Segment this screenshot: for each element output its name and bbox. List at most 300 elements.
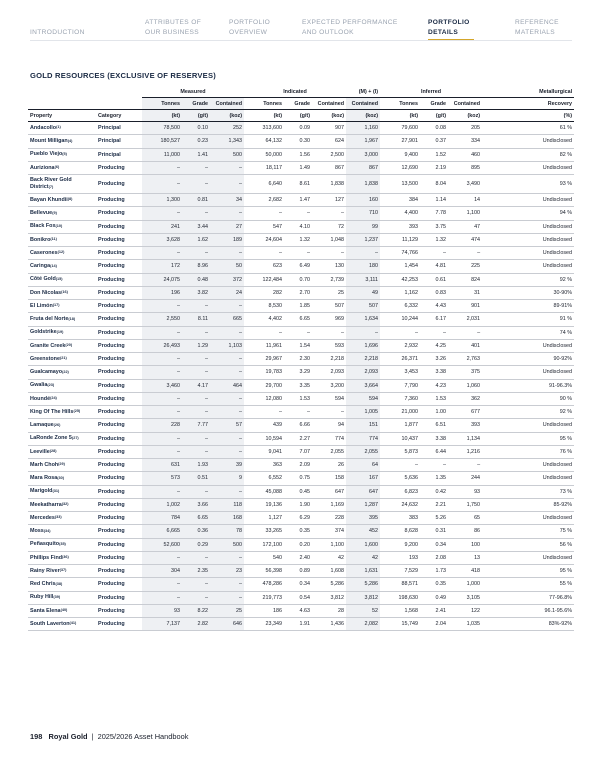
value-cell: 0.42 [420, 485, 448, 498]
value-cell: 1.91 [284, 618, 312, 631]
value-cell: 2,031 [448, 313, 482, 326]
value-cell: 710 [346, 207, 380, 220]
value-cell: 2.19 [420, 161, 448, 174]
value-cell: 95 % [482, 565, 574, 578]
value-cell: 86 [448, 525, 482, 538]
property-name [28, 286, 96, 299]
footnote-ref: (5) [62, 151, 67, 156]
value-cell: 6,332 [380, 300, 420, 313]
table-row [28, 339, 574, 352]
property-label: Pueblo Viejo [30, 151, 63, 158]
value-cell: – [142, 551, 182, 564]
nav-expected-performance[interactable] [302, 18, 398, 37]
value-cell: 12,690 [380, 161, 420, 174]
value-cell: 61 % [482, 122, 574, 135]
value-cell: – [142, 432, 182, 445]
value-cell: – [182, 485, 210, 498]
value-cell: 1,436 [312, 618, 346, 631]
value-cell: – [210, 392, 244, 405]
value-cell: – [182, 578, 210, 591]
property-name [28, 459, 96, 472]
value-cell: 3.82 [182, 286, 210, 299]
value-cell: 507 [346, 300, 380, 313]
value-cell: – [142, 247, 182, 260]
value-cell: – [210, 591, 244, 604]
category-cell: Producing [96, 366, 142, 379]
value-cell: 122 [448, 604, 482, 617]
value-cell: 1.73 [420, 565, 448, 578]
table-row [28, 472, 574, 485]
value-cell: – [210, 578, 244, 591]
column-header: (koz) [346, 110, 380, 122]
value-cell: 29,967 [244, 353, 284, 366]
footnote-ref: (9) [52, 210, 57, 215]
value-cell: – [182, 207, 210, 220]
footnote-ref: (23) [47, 382, 55, 387]
value-cell: 3,000 [346, 148, 380, 161]
value-cell: – [346, 326, 380, 339]
value-cell: 1,454 [380, 260, 420, 273]
footnote-ref: (29) [58, 462, 65, 467]
category-cell: Producing [96, 406, 142, 419]
nav-introduction[interactable] [30, 18, 85, 37]
value-cell: Undisclosed [482, 551, 574, 564]
value-cell: 374 [312, 525, 346, 538]
group-measured: Measured [142, 86, 244, 98]
category-cell: Producing [96, 273, 142, 286]
value-cell: 6.66 [284, 419, 312, 432]
value-cell: 452 [346, 525, 380, 538]
value-cell: – [312, 207, 346, 220]
property-name [28, 326, 96, 339]
value-cell: – [182, 300, 210, 313]
value-cell: – [448, 326, 482, 339]
footnote-ref: (25) [73, 409, 81, 414]
table-row [28, 220, 574, 233]
value-cell: – [312, 406, 346, 419]
sub-tonnes-inferred: Tonnes [399, 100, 419, 107]
category-cell: Producing [96, 339, 142, 352]
value-cell: – [210, 485, 244, 498]
value-cell: 0.09 [284, 122, 312, 135]
value-cell: 5.26 [420, 512, 448, 525]
value-cell: 1,103 [210, 339, 244, 352]
value-cell: 88,571 [380, 578, 420, 591]
value-cell: 8.61 [284, 175, 312, 194]
value-cell: 2,763 [448, 353, 482, 366]
value-cell: – [210, 366, 244, 379]
value-cell: 895 [448, 161, 482, 174]
property-label: Bellevue [30, 210, 53, 217]
group-indicated: Indicated [244, 86, 346, 98]
value-cell: 100 [448, 538, 482, 551]
value-cell: 180,527 [142, 135, 182, 148]
footer-document-title: 2025/2026 Asset Handbook [97, 732, 189, 741]
property-name [28, 148, 96, 161]
footnote-ref: (18) [68, 316, 76, 321]
value-cell: 1,696 [346, 339, 380, 352]
property-name [28, 220, 96, 233]
property-label: Black Fox [30, 223, 56, 230]
nav-attributes-of-our-business[interactable] [145, 18, 201, 37]
value-cell: 23,349 [244, 618, 284, 631]
value-cell: 4.81 [420, 260, 448, 273]
column-header: (%) [482, 110, 574, 122]
category-cell: Principal [96, 135, 142, 148]
value-cell: 189 [210, 233, 244, 246]
value-cell: 6.17 [420, 313, 448, 326]
value-cell: 7,529 [380, 565, 420, 578]
property-label: Houndé [30, 395, 51, 402]
property-label: Phillips Find [30, 554, 63, 561]
value-cell: 18,117 [244, 161, 284, 174]
value-cell: – [210, 175, 244, 194]
category-cell: Producing [96, 512, 142, 525]
footnote-ref: (20) [65, 343, 73, 348]
column-header: (koz) [312, 110, 346, 122]
value-cell: 418 [448, 565, 482, 578]
value-cell: 91-96.3% [482, 379, 574, 392]
value-cell: 3,490 [448, 175, 482, 194]
value-cell: 1,237 [346, 233, 380, 246]
category-cell: Producing [96, 207, 142, 220]
property-name [28, 300, 96, 313]
property-name [28, 419, 96, 432]
value-cell: – [182, 406, 210, 419]
sub-tonnes-measured: Tonnes [142, 98, 182, 110]
value-cell: 2,218 [346, 353, 380, 366]
value-cell: 3.66 [182, 498, 210, 511]
value-cell: 3.29 [284, 366, 312, 379]
category-cell: Producing [96, 432, 142, 445]
value-cell: – [210, 161, 244, 174]
value-cell: 282 [244, 286, 284, 299]
value-cell: 8.11 [182, 313, 210, 326]
value-cell: 0.89 [284, 565, 312, 578]
value-cell: 2.08 [420, 551, 448, 564]
value-cell: 0.34 [420, 538, 448, 551]
value-cell: 1,608 [312, 565, 346, 578]
value-cell: 50,000 [244, 148, 284, 161]
value-cell: 1.32 [420, 233, 448, 246]
table-row [28, 498, 574, 511]
footnote-ref: (32) [61, 502, 69, 507]
value-cell: – [182, 432, 210, 445]
value-cell: 3,105 [448, 591, 482, 604]
value-cell: 4,400 [380, 207, 420, 220]
value-cell: 13 [448, 551, 482, 564]
table-row [28, 604, 574, 617]
value-cell: 78 [210, 525, 244, 538]
value-cell: Undisclosed [482, 233, 574, 246]
value-cell: 19,783 [244, 366, 284, 379]
property-label: Fruta del Norte [30, 316, 69, 323]
value-cell: – [244, 406, 284, 419]
value-cell: 92 % [482, 273, 574, 286]
value-cell: 2,682 [244, 194, 284, 207]
table-row [28, 313, 574, 326]
value-cell: Undisclosed [482, 472, 574, 485]
value-cell: 1.47 [284, 194, 312, 207]
column-header: (kt) [380, 110, 420, 122]
value-cell: 2,093 [312, 366, 346, 379]
value-cell: 2,055 [312, 445, 346, 458]
footnote-ref: (16) [61, 290, 68, 295]
group-metallurgical: Metallurgical [482, 86, 574, 98]
value-cell: 225 [448, 260, 482, 273]
value-cell: 172,100 [244, 538, 284, 551]
property-name [28, 194, 96, 207]
footnote-ref: (38) [55, 581, 63, 586]
value-cell: 24,075 [142, 273, 182, 286]
table-row [28, 618, 574, 631]
category-cell: Producing [96, 326, 142, 339]
property-label: Caserones [30, 249, 58, 256]
value-cell: 93 % [482, 175, 574, 194]
value-cell: – [312, 326, 346, 339]
value-cell: 1,002 [142, 498, 182, 511]
value-cell: 3.26 [420, 353, 448, 366]
category-cell: Producing [96, 604, 142, 617]
value-cell: 74,766 [380, 247, 420, 260]
footnote-ref: (1) [56, 125, 61, 130]
footnote-ref: (14) [50, 263, 57, 268]
value-cell: – [210, 353, 244, 366]
value-cell: 12,080 [244, 392, 284, 405]
value-cell: 594 [346, 392, 380, 405]
value-cell: 15,749 [380, 618, 420, 631]
value-cell: 168 [210, 512, 244, 525]
value-cell: 1,634 [346, 313, 380, 326]
value-cell: 1,287 [346, 498, 380, 511]
column-header: (g/t) [420, 110, 448, 122]
value-cell: 73 % [482, 485, 574, 498]
value-cell: 1.93 [182, 459, 210, 472]
property-name [28, 392, 96, 405]
property-name [28, 551, 96, 564]
category-cell: Producing [96, 445, 142, 458]
value-cell: 7.78 [420, 207, 448, 220]
value-cell: – [210, 406, 244, 419]
value-cell: 11,129 [380, 233, 420, 246]
value-cell: 4.23 [420, 379, 448, 392]
table-row [28, 551, 574, 564]
table-row [28, 432, 574, 445]
value-cell: 151 [346, 419, 380, 432]
value-cell: 969 [312, 313, 346, 326]
value-cell: 0.10 [182, 122, 210, 135]
value-cell: – [380, 459, 420, 472]
footnote-ref: (33) [54, 515, 62, 520]
property-name [28, 591, 96, 604]
value-cell: 907 [312, 122, 346, 135]
footnote-ref: (15) [55, 276, 63, 281]
table-row [28, 525, 574, 538]
value-cell: 6.65 [284, 313, 312, 326]
value-cell: 27,901 [380, 135, 420, 148]
value-cell: – [182, 366, 210, 379]
value-cell: 196 [142, 286, 182, 299]
value-cell: 3.44 [182, 220, 210, 233]
footnote-ref: (28) [49, 449, 57, 454]
value-cell: 1,568 [380, 604, 420, 617]
value-cell: 363 [244, 459, 284, 472]
footer-brand: Royal Gold [48, 732, 88, 741]
property-label: Gwalia [30, 382, 48, 389]
value-cell: 1,216 [448, 445, 482, 458]
value-cell: 33,265 [244, 525, 284, 538]
footnote-ref: (4) [67, 138, 73, 143]
value-cell: 45,088 [244, 485, 284, 498]
category-cell: Producing [96, 286, 142, 299]
property-label: Bonikro [30, 236, 51, 243]
value-cell: 64 [346, 459, 380, 472]
value-cell: 1.14 [420, 194, 448, 207]
value-cell: 8,628 [380, 525, 420, 538]
value-cell: – [284, 207, 312, 220]
value-cell: Undisclosed [482, 161, 574, 174]
value-cell: 1.41 [182, 148, 210, 161]
table-row [28, 445, 574, 458]
value-cell: – [142, 326, 182, 339]
category-cell: Producing [96, 551, 142, 564]
value-cell: Undisclosed [482, 135, 574, 148]
value-cell: 167 [346, 472, 380, 485]
table-row [28, 485, 574, 498]
value-cell: 76 % [482, 445, 574, 458]
category-cell: Producing [96, 565, 142, 578]
nav-expected-performance-line2: AND OUTLOOK [302, 28, 354, 36]
sub-contained-inferred: Contained [453, 100, 481, 107]
value-cell: 186 [244, 604, 284, 617]
column-header: (koz) [210, 110, 244, 122]
value-cell: 23 [210, 565, 244, 578]
table-row [28, 406, 574, 419]
value-cell: 2.41 [420, 604, 448, 617]
property-name [28, 538, 96, 551]
category-cell: Producing [96, 498, 142, 511]
sub-contained-mi: Contained [346, 98, 380, 110]
subheader-row [28, 98, 574, 110]
property-label: Meekatharra [30, 501, 62, 508]
property-label: Red Chris [30, 581, 56, 588]
value-cell: 6,665 [142, 525, 182, 538]
value-cell: 99 [346, 220, 380, 233]
value-cell: 25 [312, 286, 346, 299]
property-label: Marh Choh [30, 461, 59, 468]
footnote-ref: (8) [67, 197, 73, 202]
column-header: Property [28, 110, 96, 122]
value-cell: – [182, 591, 210, 604]
value-cell: 304 [142, 565, 182, 578]
value-cell: 1,967 [346, 135, 380, 148]
property-label: Goldstrike [30, 329, 57, 336]
value-cell: 26 [312, 459, 346, 472]
value-cell: 6,552 [244, 472, 284, 485]
nav-portfolio-details[interactable] [428, 18, 470, 37]
nav-portfolio-overview[interactable] [229, 18, 270, 37]
property-label: Mara Rosa [30, 475, 58, 482]
value-cell: 13,500 [380, 175, 420, 194]
value-cell: 573 [142, 472, 182, 485]
nav-reference-materials-line1: REFERENCE [515, 19, 559, 26]
value-cell: 92 % [482, 406, 574, 419]
sub-grade-measured: Grade [182, 98, 210, 110]
value-cell: 0.20 [284, 538, 312, 551]
value-cell: 6.49 [284, 260, 312, 273]
nav-attributes-line1: ATTRIBUTES OF [145, 19, 202, 26]
value-cell: 219,773 [244, 591, 284, 604]
value-cell: 3,628 [142, 233, 182, 246]
value-cell: 10,437 [380, 432, 420, 445]
property-label: LaRonde Zone 5 [30, 435, 72, 442]
value-cell: 0.48 [182, 273, 210, 286]
value-cell: 95 % [482, 432, 574, 445]
value-cell: – [142, 406, 182, 419]
nav-attributes-line2: OUR BUSINESS [145, 28, 200, 36]
category-cell: Producing [96, 485, 142, 498]
value-cell: – [312, 247, 346, 260]
value-cell: 0.34 [284, 578, 312, 591]
value-cell: 9,400 [380, 148, 420, 161]
value-cell: 6.29 [284, 512, 312, 525]
column-header: Category [96, 110, 142, 122]
table-row [28, 233, 574, 246]
footnote-ref: (21) [59, 356, 67, 361]
nav-expected-performance-line1: EXPECTED PERFORMANCE [302, 19, 398, 26]
value-cell: 31 [448, 286, 482, 299]
category-cell: Principal [96, 122, 142, 135]
nav-portfolio-details-line2: DETAILS [428, 28, 459, 36]
value-cell: 28 [312, 604, 346, 617]
property-name [28, 273, 96, 286]
column-header: (koz) [448, 110, 482, 122]
table-row [28, 286, 574, 299]
value-cell: 9 [210, 472, 244, 485]
value-cell: – [284, 326, 312, 339]
footnote-ref: (34) [43, 528, 51, 533]
value-cell: 362 [448, 392, 482, 405]
value-cell: 1.32 [284, 233, 312, 246]
value-cell: – [182, 161, 210, 174]
footnote-ref: (19) [56, 329, 64, 334]
value-cell: Undisclosed [482, 366, 574, 379]
value-cell: 334 [448, 135, 482, 148]
nav-reference-materials[interactable] [515, 18, 559, 37]
value-cell: 34 [210, 194, 244, 207]
value-cell: 1,048 [312, 233, 346, 246]
value-cell: 2.70 [284, 286, 312, 299]
footnote-ref: (7) [48, 184, 54, 189]
property-label: Côté Gold [30, 276, 56, 283]
footnote-ref: (11) [50, 237, 57, 242]
value-cell: 3,111 [346, 273, 380, 286]
value-cell: – [420, 459, 448, 472]
footnote-ref: (41) [69, 621, 77, 626]
value-cell: 1.53 [284, 392, 312, 405]
section-title: GOLD RESOURCES (EXCLUSIVE OF RESERVES) [30, 71, 216, 80]
value-cell: 2.21 [420, 498, 448, 511]
footnote-ref: (12) [57, 250, 65, 255]
value-cell: 646 [210, 618, 244, 631]
property-label: Caringa [30, 263, 51, 270]
value-cell: 94 [312, 419, 346, 432]
category-cell: Producing [96, 247, 142, 260]
value-cell: 1.49 [284, 161, 312, 174]
property-name [28, 565, 96, 578]
value-cell: 623 [244, 260, 284, 273]
value-cell: – [142, 366, 182, 379]
